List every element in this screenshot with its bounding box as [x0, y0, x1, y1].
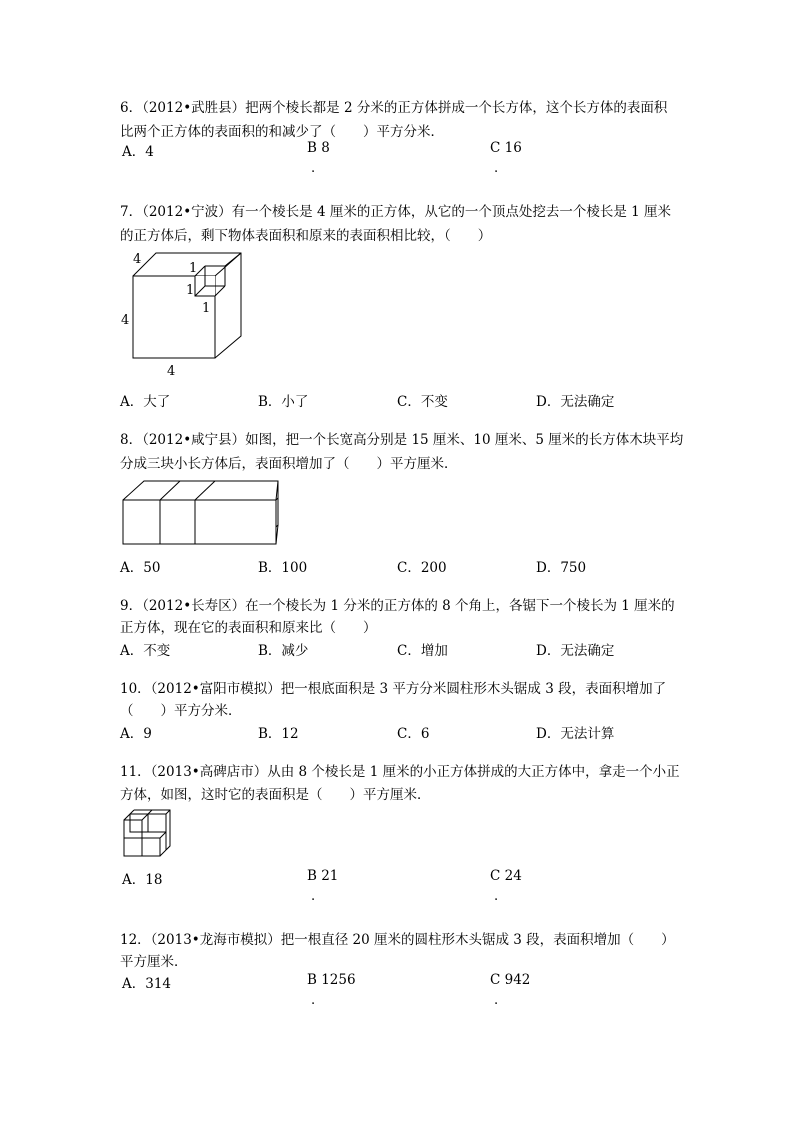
- question-12-option-c[interactable]: C 942: [490, 972, 531, 988]
- question-10-line-1: 10．（2012•富阳市模拟）把一根底面积是 3 平方分米圆柱形木头锯成 3 段，表面积增加了: [120, 681, 667, 697]
- question-7-option-c[interactable]: C．不变: [397, 394, 448, 410]
- figure-label: 1: [202, 301, 211, 316]
- question-9-option-c[interactable]: C．增加: [397, 643, 448, 659]
- figure-label: 4: [167, 364, 176, 379]
- question-11-option-a[interactable]: A．18: [122, 872, 163, 888]
- question-7-option-b[interactable]: B．小了: [258, 394, 309, 410]
- question-6-option-a[interactable]: A．4: [122, 144, 154, 160]
- option-dot: .: [311, 993, 316, 1008]
- question-8-option-a[interactable]: A．50: [120, 560, 161, 576]
- option-dot: .: [311, 161, 316, 176]
- question-10-option-d[interactable]: D．无法计算: [536, 726, 615, 742]
- question-12-option-a[interactable]: A．314: [122, 976, 172, 992]
- option-dot: .: [311, 889, 316, 904]
- question-11-line-1: 11．（2013•高碑店市）从由 8 个棱长是 1 厘米的小正方体拼成的大正方体中，拿走一个小正: [120, 764, 680, 780]
- cubes-missing-one-figure: [120, 812, 180, 862]
- option-dot: .: [494, 993, 499, 1008]
- question-10-option-b[interactable]: B．12: [258, 726, 299, 742]
- question-10-option-a[interactable]: A．9: [120, 726, 152, 742]
- question-7-option-a[interactable]: A．大了: [120, 394, 171, 410]
- cuboid-split-figure: [120, 479, 285, 549]
- question-9-line-1: 9．（2012•长寿区）在一个棱长为 1 分米的正方体的 8 个角上，各锯下一个棱长为 1 厘米的: [120, 598, 675, 614]
- option-dot: .: [494, 161, 499, 176]
- question-8-option-b[interactable]: B．100: [258, 560, 308, 576]
- question-10-option-c[interactable]: C．6: [397, 726, 430, 742]
- figure-label: 1: [189, 261, 198, 276]
- question-6-line-2: 比两个正方体的表面积的和减少了（ ）平方分米．: [120, 124, 444, 140]
- question-6-line-1: 6．（2012•武胜县）把两个棱长都是 2 分米的正方体拼成一个长方体，这个长方体的表面积: [120, 100, 668, 116]
- question-6-option-c[interactable]: C 16: [490, 140, 522, 156]
- question-12-line-2: 平方厘米．: [120, 954, 188, 970]
- question-12-option-b[interactable]: B 1256: [307, 972, 356, 988]
- question-7-option-d[interactable]: D．无法确定: [536, 394, 615, 410]
- question-7-line-2: 的正方体后，剩下物体表面积和原来的表面积相比较，（ ）: [120, 228, 492, 244]
- question-10-line-2: （ ）平方分米．: [120, 703, 242, 719]
- figure-label: 1: [186, 283, 195, 298]
- question-9-option-a[interactable]: A．不变: [120, 643, 171, 659]
- option-dot: .: [494, 889, 499, 904]
- question-9-line-2: 正方体，现在它的表面积和原来比（ ）: [120, 620, 377, 636]
- question-9-option-d[interactable]: D．无法确定: [536, 643, 615, 659]
- question-8-line-2: 分成三块小长方体后，表面积增加了（ ）平方厘米．: [120, 456, 458, 472]
- question-11-option-c[interactable]: C 24: [490, 868, 522, 884]
- question-8-option-c[interactable]: C．200: [397, 560, 447, 576]
- question-12-line-1: 12．（2013•龙海市模拟）把一根直径 20 厘米的圆柱形木头锯成 3 段，表面积增加（ ）: [120, 932, 675, 948]
- question-6-option-b[interactable]: B 8: [307, 140, 330, 156]
- question-8-option-d[interactable]: D．750: [536, 560, 587, 576]
- question-8-line-1: 8．（2012•咸宁县）如图，把一个长宽高分别是 15 厘米、10 厘米、5 厘米的长方体木块平均: [120, 432, 684, 448]
- figure-label: 4: [121, 313, 130, 328]
- question-7-line-1: 7．（2012•宁波）有一个棱长是 4 厘米的正方体，从它的一个顶点处挖去一个棱长是 1 厘米: [120, 204, 672, 220]
- question-9-option-b[interactable]: B．减少: [258, 643, 309, 659]
- question-11-option-b[interactable]: B 21: [307, 868, 339, 884]
- figure-label: 4: [133, 252, 142, 267]
- question-11-line-2: 方体，如图，这时它的表面积是（ ）平方厘米．: [120, 787, 431, 803]
